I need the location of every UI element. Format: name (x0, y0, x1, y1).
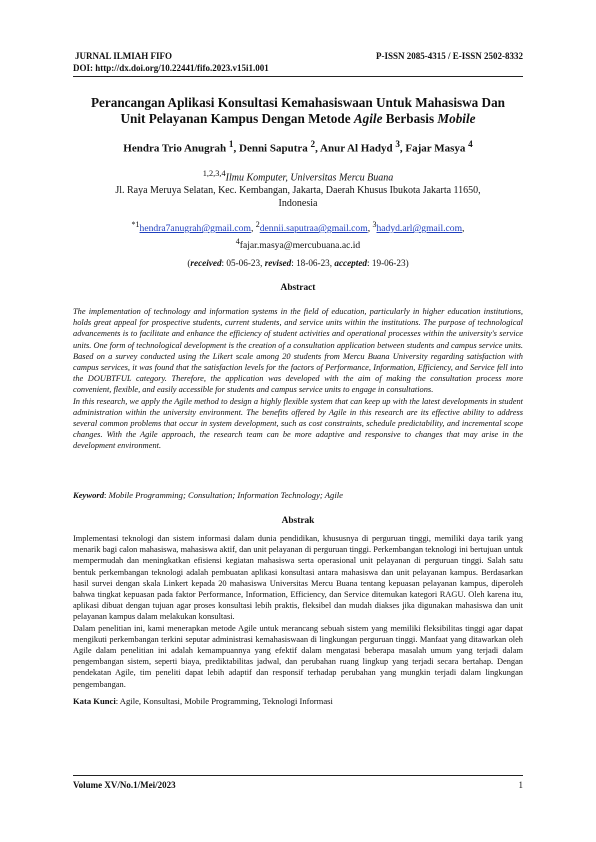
submission-dates: (received: 05-06-23, revised: 18-06-23, accepted: 19-06-23) (187, 258, 409, 268)
issn: P-ISSN 2085-4315 / E-ISSN 2502-8332 (375, 51, 523, 61)
volume-info: Volume XV/No.1/Mei/2023 (73, 780, 176, 790)
title-line-2 (60, 111, 536, 127)
affiliation-text: Ilmu Komputer, Universitas Mercu Buana (225, 172, 394, 184)
keywords-value: Mobile Programming; Consultation; Information Technology; Agile (108, 490, 343, 500)
abstract-english (73, 306, 523, 452)
keywords-indonesian: Kata Kunci: Agile, Konsultasi, Mobile Programming, Teknologi Informasi (73, 696, 333, 706)
accepted-date: 19-06-23 (371, 258, 406, 268)
affiliation-address: Jl. Raya Meruya Selatan, Kec. Kembangan, Jakarta, Daerah Khusus Ibukota Jakarta 11650, (115, 185, 481, 197)
title-line-1: Perancangan Aplikasi Konsultasi Kemahasiswaan Untuk Mahasiswa Dan (90, 95, 506, 110)
affiliation-sup: 1,2,3,4 (202, 169, 226, 178)
kata-kunci-label: Kata Kunci (73, 696, 116, 706)
footer-divider (73, 775, 523, 776)
abstract-paragraph: In this research, we apply the Agile method to design a highly flexible system that can keep up with the latest developments in student administration within the university environment. The benefits offered by Agile in this research are its effective ability to address several common problems that occur in system development, such as cost constraints, schedule predictability, and incremental scope changes. With the Agile approach, the research team can be more adaptive and responsive to changes that may arise in the development environment. (73, 396, 523, 451)
author-name: Hendra Trio Anugrah (123, 142, 227, 155)
title-agile: Agile (353, 111, 383, 126)
email-text: fajar.masya@mercubuana.ac.id (239, 240, 361, 252)
author-name: Fajar Masya (405, 142, 466, 155)
email-sup: 3 (372, 220, 377, 229)
title-text: Unit Pelayanan Kampus Dengan Metode (120, 111, 354, 126)
abstract-indonesian (73, 533, 523, 690)
email-list: $^{*1}$hendra7anugrah@gmail.com, $^2$dennii.saputraa@gmail.com, $^3$hadyd.arl@gmail.com, $^4$fajar.masya@mercubuana.ac.id (131, 220, 465, 252)
email-link[interactable]: dennii.saputraa@gmail.com (259, 223, 368, 235)
accepted-label: accepted (334, 258, 368, 268)
page-number: 1 (518, 780, 523, 790)
kata-kunci-value: Agile, Konsultasi, Mobile Programming, Teknologi Informasi (119, 696, 333, 706)
abstrak-paragraph: Implementasi teknologi dan sistem informasi dalam dunia pendidikan, khususnya di perguruan tinggi, memiliki daya tarik yang menarik bagi calon mahasiswa, mahasiswa aktif, dan unit pelayanan di perguruan tinggi. Perkembangan teknologi ini bertujuan untuk mempermudah dan meningkatkan efisiensi kegiatan mahasiswa serta operasional unit pelayanan di perguruan tinggi. Salah satu bentuk perkembangan teknologi adalah pembuatan aplikasi konsultasi antara mahasiswa dan unit pelayanan kampus. Berdasarkan hasil survei dengan skala Linkert kepada 20 mahasiswa Universitas Mercu Buana tentang kepuasan pelayanan kampus, diperoleh bahwa tingkat kepuasan pada faktor Performance, Information, Efficiency, dan Service ditemukan kategori RAGU. Oleh karena itu, aplikasi dibuat dengan tujuan agar proses konsultasi lebih praktis, fleksibel dan mudah diakses jika digunakan mahasiswa dan unit pelayanan kampus dalam melakukan konsultasi. (73, 534, 523, 622)
author-sup: 2 (310, 139, 316, 149)
author-sup: 1 (228, 139, 234, 149)
affiliation-country: Indonesia (278, 198, 318, 210)
keywords-english: Keyword: Mobile Programming; Consultation; Information Technology; Agile (73, 490, 343, 500)
abstract-heading: Abstract (280, 283, 316, 293)
author-list: Hendra Trio Anugrah $^1$, Denni Saputra $^2$, Anur Al Hadyd $^3$, Fajar Masya $^4$ (123, 139, 473, 155)
received-label: received (190, 258, 222, 268)
page-footer (73, 780, 523, 790)
revised-label: revised (264, 258, 292, 268)
journal-name: JURNAL ILMIAH FIFO (75, 51, 173, 61)
email-link[interactable]: hendra7anugrah@gmail.com (139, 223, 251, 235)
author-name: Anur Al Hadyd (320, 142, 393, 155)
received-date: 05-06-23 (226, 258, 261, 268)
email-sup: 2 (255, 220, 260, 229)
revised-date: 18-06-23 (296, 258, 330, 268)
abstrak-paragraph: Dalam penelitian ini, kami menerapkan metode Agile untuk merancang sebuah sistem yang memiliki fleksibilitas tinggi agar dapat mengikuti perkembangan terkini seputar administrasi kemahasiswaan di lingkungan perguruan tinggi. Manfaat yang ditawarkan oleh Agile dalam penelitian ini adalah kemampuannya yang efektif dalam mengatasi beberapa masalah umum yang terjadi dalam pengembangan sistem, seperti biaya, prediktabilitas jadwal, dan perubahan ruang lingkup yang terjadi secara bertahap. Dengan pendekatan Agile, tim peneliti dapat lebih adaptif dan responsif terhadap perubahan yang mungkin terjadi dalam lingkungan pengembangan. (73, 623, 523, 689)
abstract-paragraph: The implementation of technology and information systems in the field of education, particularly in higher education institutions, holds great appeal for prospective students, current students, and service units within the institutions. The purpose of technological advancements is to facilitate and enhance the efficiency of student activities and operational processes within the university's service units. One form of technological development is the creation of a consultation application between students and campus service units. Based on a survey conducted using the Likert scale among 20 students from Mercu Buana University regarding satisfaction with campus services, it was found that the satisfaction levels for the factors of Performance, Information, Efficiency, and Service fell into the DOUBTFUL category. Therefore, the application was developed with the aim of making the consultation process more convenient, flexible, and easily accessible for students and campus service units to engage in consultations. (73, 307, 523, 395)
abstrak-heading: Abstrak (281, 516, 315, 526)
author-sup: 4 (468, 139, 473, 149)
email-sup: *1 (131, 220, 140, 229)
affiliation (60, 167, 536, 210)
title-mobile: Mobile (437, 111, 476, 126)
header-divider (73, 76, 523, 77)
doi[interactable]: DOI: http://dx.doi.org/10.22441/fifo.2023.v15i1.001 (73, 63, 269, 73)
affiliation-name (60, 167, 536, 184)
paper-title (60, 95, 536, 127)
keywords-label: Keyword (73, 490, 105, 500)
title-text: Berbasis (382, 111, 438, 126)
author-sup: 3 (395, 139, 400, 149)
email-sup: 4 (235, 237, 240, 247)
email-link[interactable]: hadyd.arl@gmail.com (376, 223, 463, 235)
author-name: Denni Saputra (239, 142, 308, 155)
